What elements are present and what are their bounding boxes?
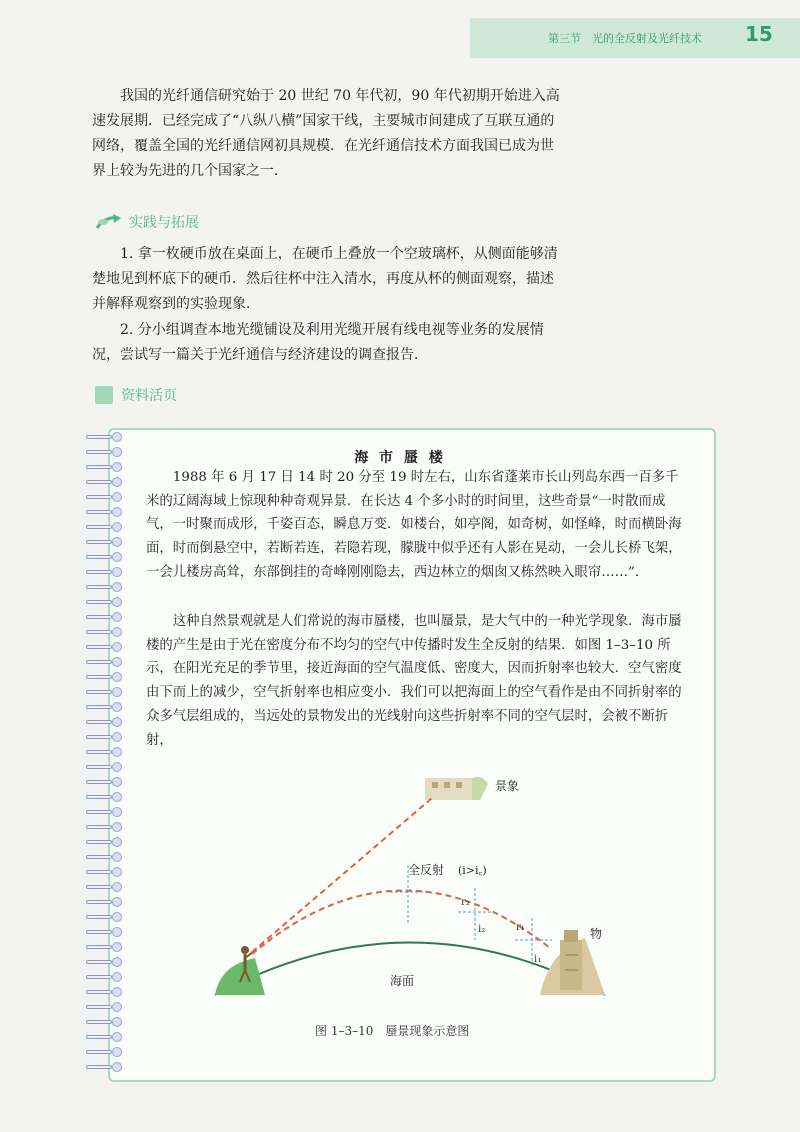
spiral-ring: [84, 582, 122, 592]
apparent-sight-line: [252, 798, 432, 952]
spiral-ring: [84, 432, 122, 442]
spiral-ring: [84, 882, 122, 892]
spiral-ring: [84, 477, 122, 487]
spiral-ring: [84, 627, 122, 637]
observer-ground: [215, 958, 265, 995]
spiral-ring: [84, 867, 122, 877]
article-title: 海 市 蜃 楼: [354, 450, 446, 466]
spiral-ring: [84, 822, 122, 832]
spiral-ring: [84, 552, 122, 562]
spiral-ring: [84, 912, 122, 922]
practice-heading-label: 实践与拓展: [129, 215, 199, 231]
spiral-ring: [84, 897, 122, 907]
practice-item-2: 2. 分小组调查本地光缆铺设及利用光缆开展有线电视等业务的发展情况，尝试写一篇关于光纤通信与经济建设的调查报告．: [92, 322, 544, 363]
spiral-ring: [84, 507, 122, 517]
note-icon: [95, 386, 113, 404]
article-paragraph-2: 这种自然景观就是人们常说的海市蜃楼，也叫蜃景，是大气中的一种光学现象．海市蜃楼的产生是由于光在密度分布不均匀的空气中传播时发生全反射的结果．如图 1–3–10 所示，在阳光充足的季节里，接近海面的空气温度低、密度大，因而折射率也较大．空气密度由下而上的减少，空气折射率也相应变小．我们可以把海面上的空气看作是由不同折射率的众多气层组成的，当远处的景物发出的光线射向这些折射率不同的空气层时，会被不断折射，: [146, 614, 682, 748]
spiral-ring: [84, 777, 122, 787]
spiral-ring: [84, 597, 122, 607]
spiral-ring: [84, 957, 122, 967]
spiral-ring: [84, 1002, 122, 1012]
spiral-ring: [84, 747, 122, 757]
page-number: 15: [745, 22, 773, 46]
object-label: 物: [590, 927, 603, 941]
spiral-ring: [84, 672, 122, 682]
spiral-ring: [84, 1047, 122, 1057]
spiral-ring: [84, 732, 122, 742]
figure-caption: 图 1–3–10 蜃景现象示意图: [315, 1024, 470, 1038]
spiral-ring: [84, 492, 122, 502]
spiral-ring: [84, 972, 122, 982]
spiral-ring: [84, 852, 122, 862]
mirage-diagram: [210, 770, 630, 1020]
angle-i2-label: i₂: [478, 924, 486, 935]
angle-i1-label: i₁: [534, 954, 542, 965]
spiral-ring: [84, 927, 122, 937]
spiral-ring: [84, 987, 122, 997]
real-object-building: [560, 930, 582, 990]
spiral-ring: [84, 792, 122, 802]
refracted-ray-path: [252, 890, 550, 954]
resource-heading-label: 资料活页: [121, 388, 177, 404]
spiral-ring: [84, 1017, 122, 1027]
spiral-ring: [84, 1062, 122, 1072]
normal-lines: [390, 865, 552, 965]
practice-heading: [95, 212, 199, 232]
spiral-ring: [84, 642, 122, 652]
spiral-ring: [84, 687, 122, 697]
mirage-image: [425, 777, 488, 800]
total-reflection-label: 全反射: [408, 863, 445, 877]
spiral-ring: [84, 537, 122, 547]
spiral-ring: [84, 1032, 122, 1042]
spiral-ring: [84, 807, 122, 817]
spiral-ring: [84, 717, 122, 727]
sea-surface-label: 海面: [390, 974, 415, 988]
spiral-ring: [84, 837, 122, 847]
intro-paragraph: 我国的光纤通信研究始于 20 世纪 70 年代初，90 年代初期开始进入高速发展期．已经完成了“八纵八横”国家干线，主要城市间建成了互联互通的网络，覆盖全国的光纤通信网初具规模．在光纤通信技术方面我国已成为世界上较为先进的几个国家之一．: [92, 88, 560, 179]
spiral-ring: [84, 657, 122, 667]
spiral-ring: [84, 702, 122, 712]
section-title: 第三节 光的全反射及光纤技术: [548, 32, 702, 45]
spiral-ring: [84, 762, 122, 772]
sprout-icon: [95, 212, 125, 232]
spiral-ring: [84, 522, 122, 532]
angle-r1-label: r₁: [516, 922, 525, 933]
resource-heading: [95, 385, 177, 405]
spiral-ring: [84, 942, 122, 952]
total-reflection-condition: (i>i꜀): [458, 864, 487, 877]
practice-item-1: 1. 拿一枚硬币放在桌面上，在硬币上叠放一个空玻璃杯，从侧面能够清楚地见到杯底下的硬币．然后往杯中注入清水，再度从杯的侧面观察，描述并解释观察到的实验现象．: [92, 246, 558, 312]
page-header: [0, 0, 800, 58]
spiral-ring: [84, 567, 122, 577]
mirage-image-label: 景象: [495, 779, 520, 793]
angle-r2-label: r₂: [461, 897, 470, 908]
spiral-binding: [84, 432, 124, 1074]
spiral-ring: [84, 612, 122, 622]
article-paragraph-1: 1988 年 6 月 17 日 14 时 20 分至 19 时左右，山东省蓬莱市长山列岛东西一百多千米的辽阔海域上惊现种种奇观异景．在长达 4 个多小时的时间里，这些奇景“一时散而成气，一时聚而成形，千姿百态，瞬息万变．如楼台，如亭阁，如奇树，如怪峰，时而横卧海面，时而倒悬空中，若断若连，若隐若现，朦胧中似乎还有人影在晃动，一会儿长桥飞架，一会儿楼房高耸，东部倒挂的奇峰刚刚隐去，西边林立的烟囱又栋然映入眼帘……”．: [146, 470, 682, 580]
